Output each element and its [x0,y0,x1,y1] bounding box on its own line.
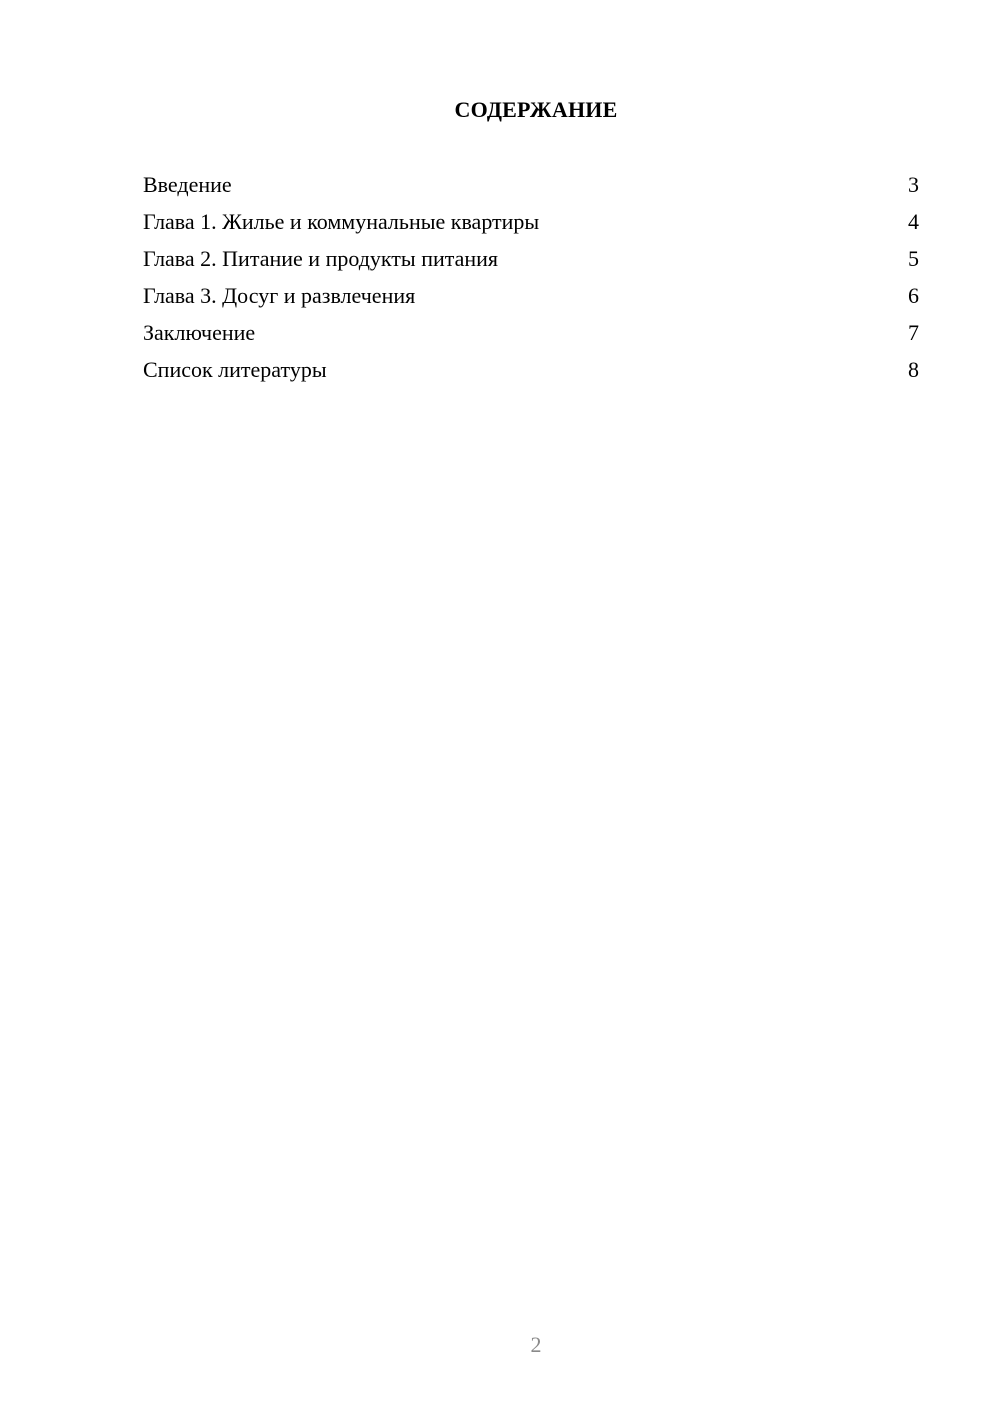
page-number: 2 [530,1332,542,1357]
toc-entry-introduction [143,169,919,206]
toc-entry-label: Глава 1. Жилье и коммунальные квартиры [143,209,540,234]
toc-entry-bibliography [143,354,919,391]
toc-entry-page: 5 [908,246,919,271]
toc-entry-label: Глава 2. Питание и продукты питания [143,246,499,271]
toc-entry-page: 4 [908,209,919,234]
toc-entry-chapter-3 [143,280,919,317]
toc-entry-label: Глава 3. Досуг и развлечения [143,283,416,308]
toc-entry-page: 7 [908,320,919,345]
toc-entry-chapter-2 [143,243,919,280]
toc-entry-page: 3 [908,172,919,197]
toc-entry-page: 8 [908,357,919,382]
table-of-contents [143,169,919,391]
toc-title: СОДЕРЖАНИЕ [454,97,618,122]
toc-entry-conclusion [143,317,919,354]
toc-entry-chapter-1 [143,206,919,243]
toc-entry-label: Введение [143,172,232,197]
toc-entry-label: Список литературы [143,357,327,382]
toc-entry-page: 6 [908,283,919,308]
toc-entry-label: Заключение [143,320,256,345]
